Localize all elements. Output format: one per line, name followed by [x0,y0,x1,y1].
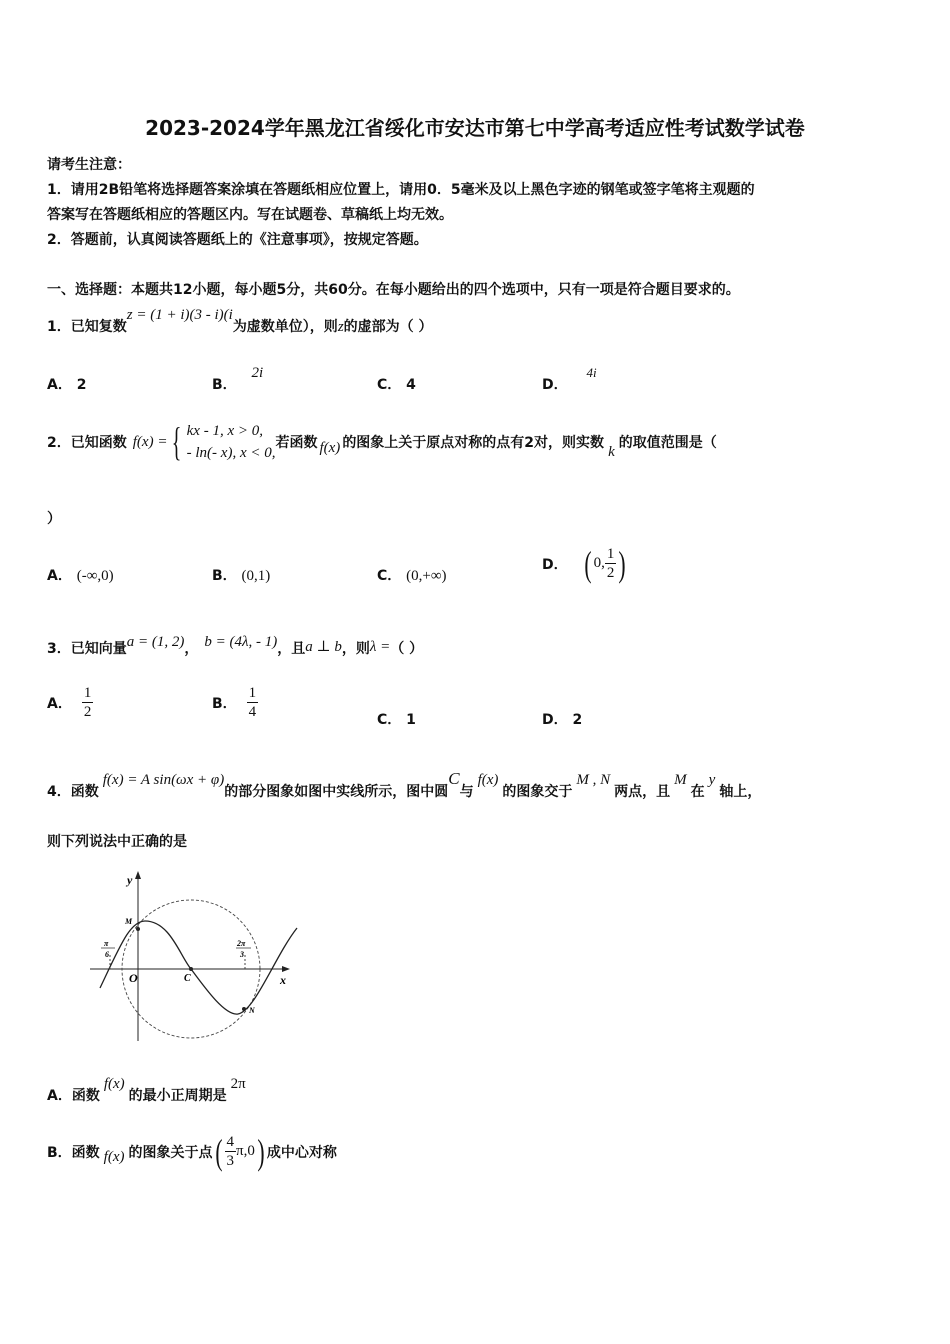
label-left-den: 6 [105,950,109,959]
option-value: 1 [406,712,416,728]
q4-t3: 的图象交于 [502,784,573,800]
q1-prefix: 1．已知复数 [47,319,127,335]
point-m [136,927,140,931]
q4-t5: 在 [690,784,705,800]
y-axis-arrow [135,871,141,879]
point-c [189,967,193,971]
fraction-numerator: 1 [83,685,92,701]
q1-option-d[interactable] [542,365,597,394]
q3-option-d[interactable] [542,709,582,729]
q4-sine-graph [85,866,310,1046]
fraction-denominator: 3 [226,1153,234,1169]
q3-option-b[interactable] [212,684,258,721]
sine-curve [100,921,297,1014]
label-right-num: 2π [237,939,246,948]
option-value: 4 [406,377,416,393]
option-value: π,0 [236,1143,255,1159]
option-text-2: 的最小正周期是 [128,1088,227,1104]
q2-case-1: kx - 1, x > 0, [186,423,263,439]
fraction-numerator: 1 [606,546,615,562]
q4-y: y [708,772,716,788]
q3-option-c[interactable] [377,709,416,729]
q1-var: z [337,319,344,335]
q2-case-2: - ln(- x), x < 0, [186,445,276,461]
q1-suffix-b: 的虚部为（ ） [343,319,433,335]
q4-t6: 轴上， [719,784,762,800]
q1-option-c[interactable] [377,374,416,394]
q2-suffix: 的取值范围是（ [618,435,717,451]
q2-option-b[interactable] [212,565,270,585]
option-value: 2i [251,365,264,381]
q3-vector-b: b = (4λ, - 1) [204,634,278,650]
q2-close: ） [47,511,61,527]
q1-suffix-a: 为虚数单位），则 [232,319,338,335]
fraction-denominator: 4 [248,704,257,720]
option-value: 2π [230,1076,246,1092]
label-x: x [280,973,286,987]
q4-t1: 的部分图象如图中实线所示，图中圆 [224,784,449,800]
label-o: O [129,971,138,985]
option-label: C． [377,712,402,728]
q3-mid: ，且 [277,641,306,657]
option-label: B． [212,568,237,584]
q4-line-2: 则下列说法中正确的是 [47,834,187,850]
q3-prefix: 3．已知向量 [47,641,127,657]
q4-circle: C [448,769,460,788]
q3-stem [47,634,424,658]
option-value: 2 [572,712,583,728]
notice-heading: 请考生注意： [47,157,131,173]
q1-expression: z = (1 + i)(3 - i)(i [126,307,233,323]
q2-option-a[interactable] [47,565,114,585]
label-left-num: π [104,939,109,948]
option-label: B． [212,377,237,393]
label-n: N [249,1006,255,1015]
option-label: B． [47,1144,72,1161]
point-n [242,1007,246,1011]
label-m: M [125,917,133,926]
option-func: f(x) [103,1076,125,1092]
option-text-3: 成中心对称 [266,1144,337,1161]
option-label: D． [542,556,568,573]
q3-option-a[interactable] [47,684,93,721]
option-value: 4i [586,365,597,380]
q4-func: f(x) = A sin(ωx + φ) [102,772,225,788]
option-text-2: 的图象关于点 [128,1144,213,1161]
option-value: (0,+∞) [406,568,447,584]
option-text: 函数 [71,1144,100,1161]
fraction-denominator: 2 [83,704,92,720]
q4-m: M [674,772,687,788]
q3-suffix: ，则 [341,641,370,657]
option-label: D． [542,712,568,728]
q2-option-d[interactable]: D． ( 0, $\frac{1}{2}$ ) [542,543,626,584]
q4-stem [47,769,762,801]
q1-option-b[interactable] [212,365,264,394]
q2-mid2: 的图象上关于原点对称的点有2对，则实数 [342,435,605,451]
q3-separator: ， [184,641,199,657]
q3-paren: （ ） [390,641,424,657]
fraction-numerator: 1 [248,685,257,701]
page-title: 2023-2024学年黑龙江省绥化市安达市第七中学高考适应性考试数学试卷 [145,116,805,140]
q4-t4: 两点，且 [614,784,671,800]
q4-option-b[interactable]: B． 函数 f(x) 的图象关于点 ( $\frac{4}{3}$ π,0 ) 成中心对称 [47,1131,337,1172]
option-label: A． [47,1088,72,1104]
option-label: D． [542,377,568,393]
option-value: (0,1) [241,568,271,584]
option-text: 函数 [71,1088,100,1104]
option-label: C． [377,568,402,584]
notice-line-1b: 答案写在答题纸相应的答题区内。写在试题卷、草稿纸上均无效。 [47,207,453,223]
notice-line-2: 2．答题前，认真阅读答题纸上的《注意事项》，按规定答题。 [47,232,428,248]
label-c: C [184,973,191,984]
q4-points: M , N [576,772,611,788]
option-label: A． [47,568,72,584]
label-y: y [127,873,133,887]
notice-line-1a: 1．请用2B铅笔将选择题答案涂填在答题纸相应位置上，请用0．5毫米及以上黑色字迹的钢笔或签字笔将主观题的 [47,182,755,198]
q2-func2: f(x) [319,439,341,456]
q1-stem [47,307,433,336]
q3-lambda: λ = [369,639,391,655]
option-value: 0, [593,555,605,571]
option-label: A． [47,377,72,393]
option-func: f(x) [103,1149,125,1165]
q1-option-a[interactable] [47,374,86,394]
q4-t2: 与 [459,784,474,800]
q2-var: k [608,443,615,460]
option-value: (-∞,0) [76,568,114,584]
fraction-denominator: 2 [606,565,615,581]
q4-option-a[interactable] [47,1076,246,1105]
q2-prefix: 2．已知函数 [47,435,127,451]
option-label: A． [47,695,72,712]
q2-mid: 若函数 [275,435,318,451]
fraction-numerator: 4 [226,1134,234,1150]
q3-perpendicular: a ⊥ b [305,639,342,655]
q2-option-c[interactable] [377,565,447,585]
section-heading: 一、选择题：本题共12小题，每小题5分，共60分。在每小题给出的四个选项中，只有一项是符合题目要求的。 [47,282,740,298]
q3-vector-a: a = (1, 2) [126,634,185,650]
q2-piecewise: { kx - 1, x > 0, - ln(- x), x < 0, [172,419,276,464]
option-label: C． [377,377,402,393]
option-value: 2 [76,377,87,393]
option-label: B． [212,695,237,712]
q2-stem [47,420,717,464]
x-axis-arrow [282,966,290,972]
q4-prefix: 4．函数 [47,784,99,800]
label-right-den: 3 [240,950,244,959]
q4-func2: f(x) [477,772,499,788]
q2-func: f(x) = [132,433,168,450]
